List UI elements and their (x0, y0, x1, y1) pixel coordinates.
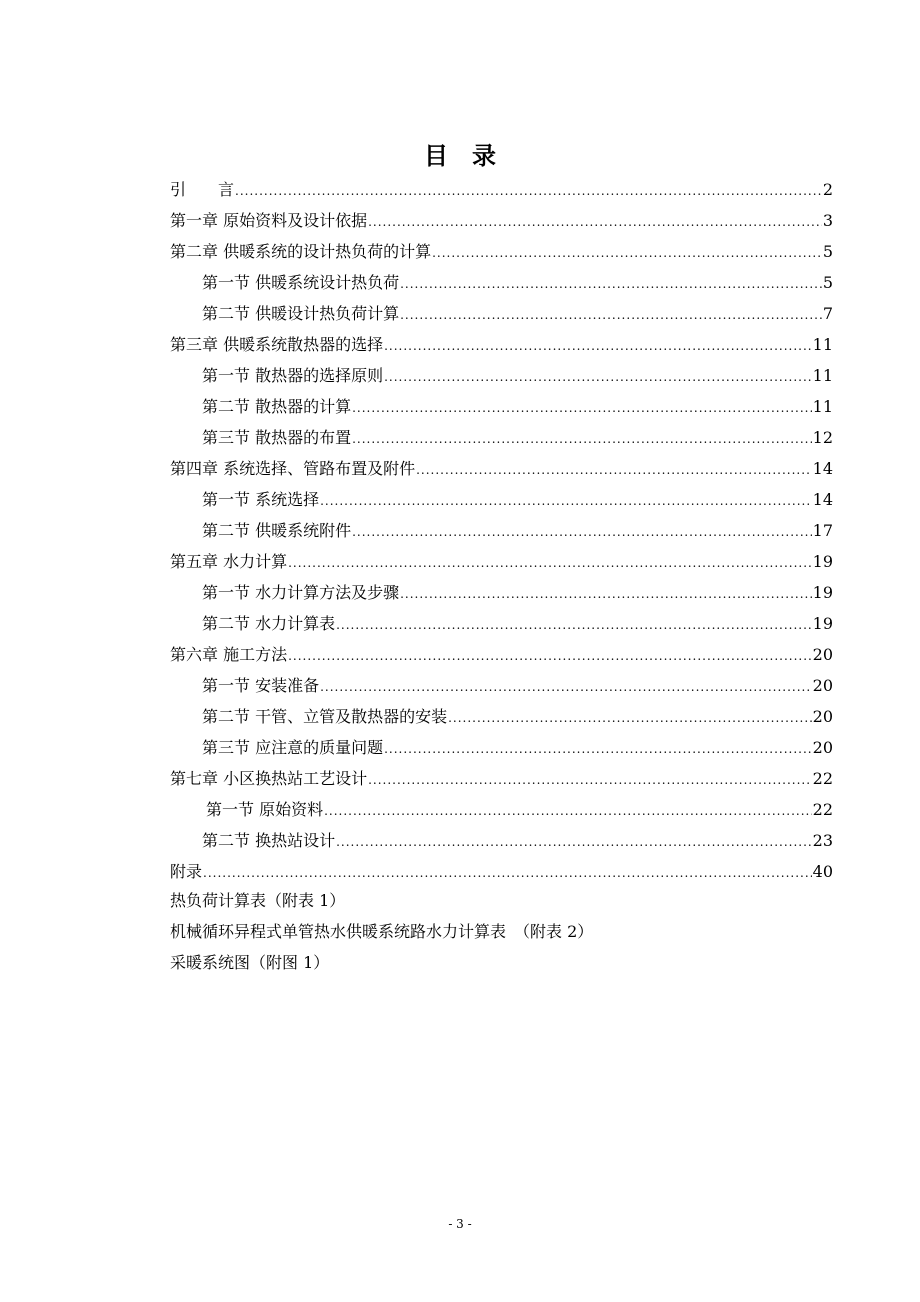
appendix-list (170, 885, 593, 978)
toc-entry-label: 第四章 系统选择、管路布置及附件 (170, 459, 416, 478)
toc-entry-chapter-7-section-1[interactable] (170, 794, 833, 825)
toc-entry-chapter-2-section-1[interactable] (170, 267, 833, 298)
toc-entry-chapter-6[interactable] (170, 639, 833, 670)
toc-page-number: 22 (812, 769, 833, 788)
toc-entry-label: 第三节 应注意的质量问题 (202, 738, 384, 757)
toc-page-number: 11 (812, 366, 833, 385)
toc-page-number: 2 (822, 180, 833, 199)
toc-entry-chapter-5[interactable] (170, 546, 833, 577)
toc-dot-leader (352, 393, 812, 424)
toc-page-number: 12 (812, 428, 833, 447)
toc-dot-leader (235, 176, 822, 207)
toc-page-number: 14 (812, 459, 833, 478)
toc-page-number: 3 (822, 211, 833, 230)
toc-page-number: 7 (822, 304, 833, 323)
toc-entry-chapter-6-section-3[interactable] (170, 732, 833, 763)
toc-dot-leader (384, 734, 812, 765)
toc-dot-leader (400, 269, 822, 300)
toc-dot-leader (368, 765, 812, 796)
toc-page-number: 5 (822, 273, 833, 292)
toc-dot-leader (352, 424, 812, 455)
toc-entry-chapter-2-section-2[interactable] (170, 298, 833, 329)
toc-entry-chapter-3-section-1[interactable] (170, 360, 833, 391)
toc-entry-label: 第一节 水力计算方法及步骤 (202, 583, 400, 602)
toc-entry-label: 第六章 施工方法 (170, 645, 288, 664)
toc-entry-label: 第二节 供暖系统附件 (202, 521, 352, 540)
toc-entry-label: 第二节 散热器的计算 (202, 397, 352, 416)
toc-entry-chapter-4[interactable] (170, 453, 833, 484)
toc-page-number: 40 (812, 862, 833, 881)
toc-entry-chapter-3-section-2[interactable] (170, 391, 833, 422)
toc-dot-leader (288, 641, 812, 672)
toc-entry-chapter-6-section-1[interactable] (170, 670, 833, 701)
toc-page-number: 19 (812, 614, 833, 633)
toc-dot-leader (324, 796, 812, 827)
toc-entry-label: 第二节 换热站设计 (202, 831, 336, 850)
toc-entry-label: 引 言 (170, 180, 235, 199)
toc-entry-label: 附录 (170, 862, 203, 881)
toc-page-number: 19 (812, 583, 833, 602)
toc-page-number: 23 (812, 831, 833, 850)
toc-page-number: 22 (812, 800, 833, 819)
toc-entry-appendix[interactable] (170, 856, 833, 887)
appendix-item-heat-load-table: 热负荷计算表（附表 1） (170, 891, 346, 910)
toc-entry-chapter-6-section-2[interactable] (170, 701, 833, 732)
toc-page-number: 11 (812, 335, 833, 354)
toc-dot-leader (320, 486, 812, 517)
toc-dot-leader (320, 672, 812, 703)
toc-entry-label: 第一节 安装准备 (202, 676, 320, 695)
toc-entry-label: 第二章 供暖系统的设计热负荷的计算 (170, 242, 432, 261)
toc-dot-leader (384, 362, 812, 393)
toc-page-number: 14 (812, 490, 833, 509)
toc-dot-leader (432, 238, 822, 269)
toc-entry-chapter-7[interactable] (170, 763, 833, 794)
toc-dot-leader (448, 703, 812, 734)
table-of-contents (170, 174, 833, 887)
toc-page-number: 20 (812, 676, 833, 695)
toc-page-number: 5 (822, 242, 833, 261)
page-title: 目 录 (424, 141, 496, 170)
toc-entry-chapter-3-section-3[interactable] (170, 422, 833, 453)
toc-entry-label: 第七章 小区换热站工艺设计 (170, 769, 368, 788)
toc-dot-leader (368, 207, 822, 238)
appendix-item-system-diagram: 采暖系统图（附图 1） (170, 953, 330, 972)
toc-entry-label: 第一章 原始资料及设计依据 (170, 211, 368, 230)
toc-entry-label: 第一节 供暖系统设计热负荷 (202, 273, 400, 292)
toc-page-number: 20 (812, 645, 833, 664)
toc-entry-chapter-1[interactable] (170, 205, 833, 236)
toc-entry-label: 第二节 水力计算表 (202, 614, 336, 633)
toc-entry-chapter-4-section-2[interactable] (170, 515, 833, 546)
toc-dot-leader (384, 331, 812, 362)
toc-entry-label: 第一节 原始资料 (206, 800, 324, 819)
toc-page-number: 20 (812, 707, 833, 726)
appendix-item-hydraulic-table: 机械循环异程式单管热水供暖系统路水力计算表 （附表 2） (170, 922, 594, 941)
toc-entry-label: 第五章 水力计算 (170, 552, 288, 571)
toc-dot-leader (288, 548, 812, 579)
toc-dot-leader (400, 579, 812, 610)
toc-entry-chapter-2[interactable] (170, 236, 833, 267)
toc-dot-leader (416, 455, 812, 486)
toc-dot-leader (400, 300, 822, 331)
toc-entry-label: 第三节 散热器的布置 (202, 428, 352, 447)
toc-page-number: 11 (812, 397, 833, 416)
toc-page-number: 19 (812, 552, 833, 571)
toc-entry-label: 第三章 供暖系统散热器的选择 (170, 335, 384, 354)
toc-entry-label: 第二节 供暖设计热负荷计算 (202, 304, 400, 323)
toc-entry-chapter-4-section-1[interactable] (170, 484, 833, 515)
toc-dot-leader (336, 610, 812, 641)
toc-dot-leader (336, 827, 812, 858)
toc-entry-chapter-5-section-2[interactable] (170, 608, 833, 639)
toc-entry-preface[interactable] (170, 174, 833, 205)
toc-dot-leader (352, 517, 812, 548)
toc-entry-label: 第二节 干管、立管及散热器的安装 (202, 707, 448, 726)
toc-entry-label: 第一节 系统选择 (202, 490, 320, 509)
toc-page-number: 17 (812, 521, 833, 540)
toc-entry-chapter-7-section-2[interactable] (170, 825, 833, 856)
toc-entry-label: 第一节 散热器的选择原则 (202, 366, 384, 385)
toc-entry-chapter-3[interactable] (170, 329, 833, 360)
toc-page-number: 20 (812, 738, 833, 757)
page-number: - 3 - (448, 1217, 472, 1231)
toc-entry-chapter-5-section-1[interactable] (170, 577, 833, 608)
